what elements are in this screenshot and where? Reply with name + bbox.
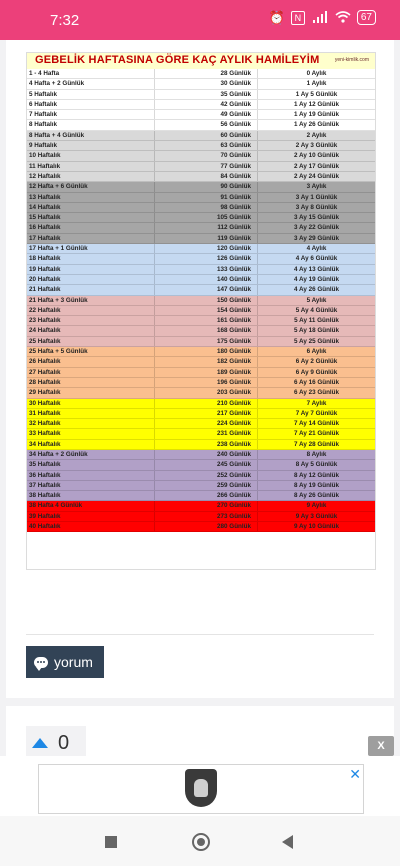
- pregnancy-table: [26, 52, 376, 570]
- cell-ay: 3 Ay 15 Günlük: [293, 214, 340, 222]
- cell-ay: 5 Ay 25 Günlük: [293, 337, 340, 345]
- table-row: [27, 368, 375, 378]
- table-row: [27, 182, 375, 192]
- status-time: 7:32: [50, 12, 80, 29]
- cell-gun: 203 Günlük: [155, 388, 258, 397]
- cell-ay: 9 Ay 10 Günlük: [293, 523, 340, 531]
- cell-gun: 161 Günlük: [155, 316, 258, 325]
- cell-gun: 60 Günlük: [155, 131, 258, 140]
- cell-hafta: 18 Haftalık: [27, 254, 155, 263]
- cell-ay: 4 Ay 19 Günlük: [293, 275, 340, 283]
- upvote-icon[interactable]: [32, 738, 48, 748]
- cell-gun: 49 Günlük: [155, 110, 258, 119]
- table-row: [27, 337, 375, 347]
- cell-hafta: 28 Haftalık: [27, 378, 155, 387]
- cell-ay: 4 Aylık: [306, 245, 327, 253]
- cell-hafta: 33 Haftalık: [27, 429, 155, 438]
- cell-gun: 154 Günlük: [155, 306, 258, 315]
- comment-icon: [34, 657, 48, 668]
- cell-ay: 3 Ay 22 Günlük: [293, 224, 340, 232]
- cell-hafta: 35 Haftalık: [27, 460, 155, 469]
- cell-hafta: 6 Haftalık: [27, 100, 155, 109]
- table-row: [27, 203, 375, 213]
- cell-hafta: 31 Haftalık: [27, 409, 155, 418]
- cell-hafta: 17 Haftalık: [27, 234, 155, 243]
- table-row: [27, 460, 375, 470]
- cell-ay: 8 Aylık: [306, 450, 327, 458]
- cell-ay: 2 Ay 3 Günlük: [295, 142, 338, 150]
- table-site: yeni-kimlik.com: [334, 57, 369, 63]
- table-row: [27, 429, 375, 439]
- cell-hafta: 38 Haftalık: [27, 491, 155, 500]
- table-row: [27, 481, 375, 491]
- cell-ay: 5 Ay 4 Günlük: [295, 306, 338, 314]
- cell-hafta: 12 Hafta + 6 Günlük: [27, 182, 155, 191]
- table-row: [27, 69, 375, 79]
- back-icon[interactable]: [282, 835, 293, 849]
- table-row: [27, 90, 375, 100]
- comment-button-label: yorum: [54, 654, 93, 670]
- cell-gun: 168 Günlük: [155, 326, 258, 335]
- cell-hafta: 26 Haftalık: [27, 357, 155, 366]
- cell-gun: 84 Günlük: [155, 172, 258, 181]
- cell-ay: 7 Ay 7 Günlük: [295, 409, 338, 417]
- table-row: [27, 491, 375, 501]
- table-row: [27, 296, 375, 306]
- cell-hafta: 24 Haftalık: [27, 326, 155, 335]
- cell-hafta: 23 Haftalık: [27, 316, 155, 325]
- vote-count: 0: [58, 731, 70, 754]
- cell-hafta: 1 - 4 Hafta: [27, 69, 155, 78]
- vote-box[interactable]: [26, 726, 86, 760]
- table-row: [27, 234, 375, 244]
- cell-hafta: 29 Haftalık: [27, 388, 155, 397]
- cell-hafta: 20 Haftalık: [27, 275, 155, 284]
- cell-hafta: 19 Haftalık: [27, 265, 155, 274]
- cell-gun: 30 Günlük: [155, 79, 258, 88]
- table-row: [27, 399, 375, 409]
- status-bar: [0, 0, 400, 40]
- cell-gun: 217 Günlük: [155, 409, 258, 418]
- cell-gun: 259 Günlük: [155, 481, 258, 490]
- table-row: [27, 388, 375, 398]
- table-row: [27, 440, 375, 450]
- cell-ay: 5 Ay 11 Günlük: [294, 317, 339, 325]
- table-title-bar: [27, 53, 375, 69]
- cell-hafta: 10 Haftalık: [27, 151, 155, 160]
- cell-gun: 70 Günlük: [155, 151, 258, 160]
- cell-ay: 3 Ay 29 Günlük: [293, 234, 340, 242]
- cell-gun: 120 Günlük: [155, 244, 258, 253]
- cell-ay: 5 Ay 18 Günlük: [293, 327, 340, 335]
- cell-hafta: 37 Haftalık: [27, 481, 155, 490]
- cell-gun: 150 Günlük: [155, 296, 258, 305]
- cell-ay: 9 Ay 3 Günlük: [295, 512, 338, 520]
- cell-hafta: 36 Haftalık: [27, 471, 155, 480]
- table-row: [27, 316, 375, 326]
- cell-hafta: 9 Haftalık: [27, 141, 155, 150]
- cell-hafta: 13 Haftalık: [27, 193, 155, 202]
- cell-gun: 238 Günlük: [155, 440, 258, 449]
- cell-ay: 6 Ay 2 Günlük: [295, 358, 338, 366]
- cell-ay: 6 Aylık: [306, 348, 327, 356]
- table-row: [27, 151, 375, 161]
- cell-hafta: 15 Haftalık: [27, 213, 155, 222]
- cell-gun: 133 Günlük: [155, 265, 258, 274]
- cell-ay: 2 Ay 24 Günlük: [293, 172, 340, 180]
- cell-hafta: 39 Haftalık: [27, 512, 155, 521]
- cell-gun: 147 Günlük: [155, 285, 258, 294]
- table-row: [27, 419, 375, 429]
- cell-gun: 28 Günlük: [155, 69, 258, 78]
- cell-ay: 0 Aylık: [306, 70, 327, 77]
- nfc-icon: N: [291, 11, 305, 25]
- cell-gun: 180 Günlük: [155, 347, 258, 356]
- cell-gun: 245 Günlük: [155, 460, 258, 469]
- cell-gun: 231 Günlük: [155, 429, 258, 438]
- cell-ay: 8 Ay 5 Günlük: [295, 461, 338, 469]
- cell-gun: 252 Günlük: [155, 471, 258, 480]
- signal-icon: [313, 11, 327, 25]
- wifi-icon: [335, 11, 349, 25]
- cell-hafta: 25 Haftalık: [27, 337, 155, 346]
- cell-ay: 1 Ay 26 Günlük: [293, 121, 340, 129]
- cell-hafta: 38 Hafta 4 Günlük: [27, 501, 155, 510]
- divider: [26, 634, 374, 635]
- table-row: [27, 501, 375, 511]
- table-row: [27, 131, 375, 141]
- cell-gun: 105 Günlük: [155, 213, 258, 222]
- table-row: [27, 110, 375, 120]
- cell-gun: 273 Günlük: [155, 512, 258, 521]
- cell-gun: 196 Günlük: [155, 378, 258, 387]
- cell-hafta: 21 Haftalık: [27, 285, 155, 294]
- cell-gun: 119 Günlük: [155, 234, 258, 243]
- cell-gun: 240 Günlük: [155, 450, 258, 459]
- cell-ay: 3 Ay 1 Günlük: [295, 193, 338, 201]
- table-row: [27, 326, 375, 336]
- cell-hafta: 17 Hafta + 1 Günlük: [27, 244, 155, 253]
- cell-gun: 98 Günlük: [155, 203, 258, 212]
- table-row: [27, 213, 375, 223]
- cell-hafta: 4 Hafta + 2 Günlük: [27, 79, 155, 88]
- cell-hafta: 34 Haftalık: [27, 440, 155, 449]
- cell-gun: 77 Günlük: [155, 162, 258, 171]
- cell-gun: 35 Günlük: [155, 90, 258, 99]
- cell-gun: 90 Günlük: [155, 182, 258, 191]
- ad-dismiss-button[interactable]: X: [368, 736, 394, 756]
- table-row: [27, 120, 375, 130]
- battery-icon: 67: [357, 10, 376, 25]
- status-icons: [269, 10, 376, 25]
- cell-ay: 6 Ay 16 Günlük: [293, 378, 340, 386]
- cell-gun: 112 Günlük: [155, 223, 258, 232]
- cell-ay: 5 Aylık: [306, 296, 327, 304]
- cell-ay: 4 Ay 6 Günlük: [295, 255, 338, 263]
- cell-ay: 7 Ay 21 Günlük: [293, 430, 340, 438]
- table-row: [27, 285, 375, 295]
- cell-gun: 175 Günlük: [155, 337, 258, 346]
- cell-ay: 7 Ay 14 Günlük: [293, 420, 340, 428]
- table-row: [27, 306, 375, 316]
- cell-hafta: 11 Haftalık: [27, 162, 155, 171]
- cell-gun: 189 Günlük: [155, 368, 258, 377]
- alarm-icon: ⏰: [268, 9, 286, 25]
- cell-ay: 6 Ay 23 Günlük: [293, 389, 340, 397]
- cell-ay: 4 Ay 13 Günlük: [293, 265, 340, 273]
- cell-gun: 280 Günlük: [155, 522, 258, 531]
- table-row: [27, 512, 375, 522]
- ad-banner[interactable]: [38, 764, 364, 814]
- table-row: [27, 378, 375, 388]
- cell-gun: 266 Günlük: [155, 491, 258, 500]
- cell-ay: 1 Ay 5 Günlük: [295, 90, 338, 98]
- table-row: [27, 141, 375, 151]
- table-row: [27, 223, 375, 233]
- cell-ay: 1 Ay 12 Günlük: [293, 100, 340, 108]
- cell-gun: 270 Günlük: [155, 501, 258, 510]
- recents-icon[interactable]: [105, 836, 117, 848]
- cell-gun: 140 Günlük: [155, 275, 258, 284]
- cell-hafta: 14 Haftalık: [27, 203, 155, 212]
- cell-gun: 224 Günlük: [155, 419, 258, 428]
- table-rows: [27, 69, 375, 532]
- table-row: [27, 172, 375, 182]
- navigation-bar: [0, 816, 400, 866]
- cell-hafta: 12 Haftalık: [27, 172, 155, 181]
- cell-gun: 42 Günlük: [155, 100, 258, 109]
- cell-hafta: 5 Haftalık: [27, 90, 155, 99]
- cell-hafta: 30 Haftalık: [27, 399, 155, 408]
- table-row: [27, 100, 375, 110]
- cell-hafta: 40 Haftalık: [27, 522, 155, 531]
- table-row: [27, 347, 375, 357]
- cell-gun: 56 Günlük: [155, 120, 258, 129]
- cell-ay: 7 Aylık: [306, 399, 327, 407]
- cell-ay: 8 Ay 26 Günlük: [293, 492, 340, 500]
- comment-button[interactable]: [26, 646, 104, 678]
- cell-ay: 3 Aylık: [306, 183, 327, 191]
- cell-hafta: 34 Hafta + 2 Günlük: [27, 450, 155, 459]
- table-row: [27, 409, 375, 419]
- table-row: [27, 193, 375, 203]
- peugeot-logo: [185, 769, 217, 807]
- table-row: [27, 244, 375, 254]
- cell-hafta: 7 Haftalık: [27, 110, 155, 119]
- cell-gun: 210 Günlük: [155, 399, 258, 408]
- cell-hafta: 22 Haftalık: [27, 306, 155, 315]
- table-row: [27, 265, 375, 275]
- cell-hafta: 8 Haftalık: [27, 120, 155, 129]
- cell-gun: 182 Günlük: [155, 357, 258, 366]
- cell-ay: 2 Ay 17 Günlük: [293, 162, 340, 170]
- cell-ay: 3 Ay 8 Günlük: [295, 203, 338, 211]
- table-row: [27, 522, 375, 532]
- cell-ay: 7 Ay 28 Günlük: [293, 440, 340, 448]
- table-row: [27, 275, 375, 285]
- cell-ay: 9 Aylık: [306, 502, 327, 510]
- cell-gun: 63 Günlük: [155, 141, 258, 150]
- cell-ay: 2 Ay 10 Günlük: [293, 152, 340, 160]
- cell-gun: 91 Günlük: [155, 193, 258, 202]
- table-row: [27, 357, 375, 367]
- cell-ay: 1 Aylık: [306, 80, 327, 88]
- table-row: [27, 79, 375, 89]
- cell-ay: 1 Ay 19 Günlük: [293, 111, 340, 119]
- cell-gun: 126 Günlük: [155, 254, 258, 263]
- table-title: GEBELİK HAFTASINA GÖRE KAÇ AYLIK HAMİLEYİM: [35, 54, 320, 66]
- table-row: [27, 450, 375, 460]
- cell-hafta: 16 Haftalık: [27, 223, 155, 232]
- ad-close-icon[interactable]: ✕: [349, 766, 361, 782]
- cell-hafta: 21 Hafta + 3 Günlük: [27, 296, 155, 305]
- table-row: [27, 254, 375, 264]
- cell-hafta: 8 Hafta + 4 Günlük: [27, 131, 155, 140]
- cell-ay: 8 Ay 12 Günlük: [293, 471, 340, 479]
- cell-ay: 4 Ay 26 Günlük: [293, 286, 340, 294]
- cell-hafta: 25 Hafta + 5 Günlük: [27, 347, 155, 356]
- cell-hafta: 32 Haftalık: [27, 419, 155, 428]
- table-row: [27, 471, 375, 481]
- cell-ay: 8 Ay 19 Günlük: [293, 481, 340, 489]
- cell-ay: 6 Ay 9 Günlük: [295, 368, 338, 376]
- table-row: [27, 162, 375, 172]
- home-icon[interactable]: [192, 833, 210, 851]
- cell-ay: 2 Aylık: [306, 131, 327, 139]
- cell-hafta: 27 Haftalık: [27, 368, 155, 377]
